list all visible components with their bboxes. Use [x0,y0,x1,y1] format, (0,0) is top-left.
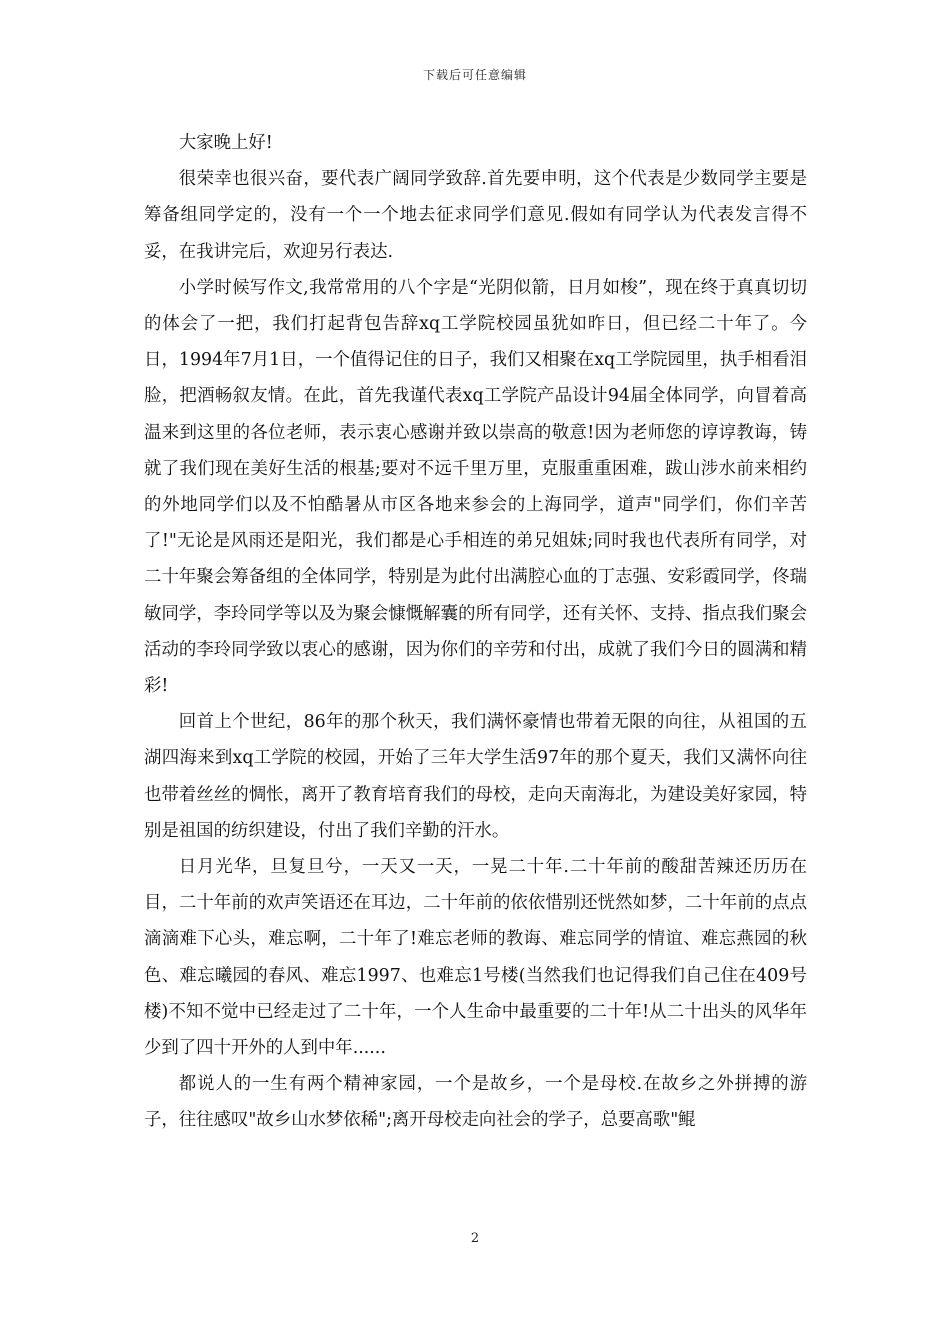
page-number: 2 [470,1231,480,1246]
paragraph-twenty-years: 日月光华，旦复旦兮，一天又一天，一晃二十年.二十年前的酸甜苦辣还历历在目，二十年前的欢声笑语还在耳边，二十年前的依依惜别还恍然如梦，二十年前的点点滴滴难下心头，难忘啊，二十年了!难忘老师的教诲、难忘同学的情谊、难忘燕园的秋色、难忘曦园的春风、难忘1997、也难忘1号楼(当然我们也记得我们自己住在409号楼)不知不觉中已经走过了二十年，一个人生命中最重要的二十年!从二十出头的风华年少到了四十开外的人到中年...... [144,857,807,1059]
page-header: 下载后可任意编辑 [422,68,527,82]
paragraph-greeting: 大家晚上好! [178,133,273,153]
document-body [144,125,807,1139]
paragraph-intro: 很荣幸也很兴奋，要代表广阔同学致辞.首先要申明，这个代表是少数同学主要是筹备组同学定的，没有一个一个地去征求同学们意见.假如有同学认为代表发言得不妥，在我讲完后，欢迎另行表达. [144,169,807,262]
paragraph-spiritual-home: 都说人的一生有两个精神家园，一个是故乡，一个是母校.在故乡之外拼搏的游子，往往感叹"故乡山水梦依稀";离开母校走向社会的学子，总要高歌"鲲 [144,1074,807,1131]
paragraph-thanks: 小学时候写作文,我常常用的八个字是“光阴似箭，日月如梭”，现在终于真真切切的体会了一把，我们打起背包告辞xq工学院校园虽犹如昨日，但已经二十年了。今日，1994年7月1日，一个值得记住的日子，我们又相聚在xq工学院园里，执手相看泪脸，把酒畅叙友情。在此，首先我谨代表xq工学院产品设计94届全体同学，向冒着高温来到这里的各位老师，表示衷心感谢并致以崇高的敬意!因为老师您的谆谆教诲，铸就了我们现在美好生活的根基;要对不远千里万里，克服重重困难，跋山涉水前来相约的外地同学们以及不怕酷暑从市区各地来参会的上海同学，道声"同学们，你们辛苦了!"无论是风雨还是阳光，我们都是心手相连的弟兄姐妹;同时我也代表所有同学，对二十年聚会筹备组的全体同学，特别是为此付出满腔心血的丁志强、安彩霞同学，佟瑞敏同学，李玲同学等以及为聚会慷慨解囊的所有同学，还有关怀、支持、指点我们聚会活动的李玲同学致以衷心的感谢，因为你们的辛劳和付出，成就了我们今日的圆满和精彩! [144,277,807,697]
paragraph-memories: 回首上个世纪，86年的那个秋天，我们满怀豪情也带着无限的向往，从祖国的五湖四海来到xq工学院的校园，开始了三年大学生活97年的那个夏天，我们又满怀向往也带着丝丝的惆怅，离开了教育培育我们的母校，走向天南海北，为建设美好家园，特别是祖国的纺织建设，付出了我们辛勤的汗水。 [144,712,807,841]
